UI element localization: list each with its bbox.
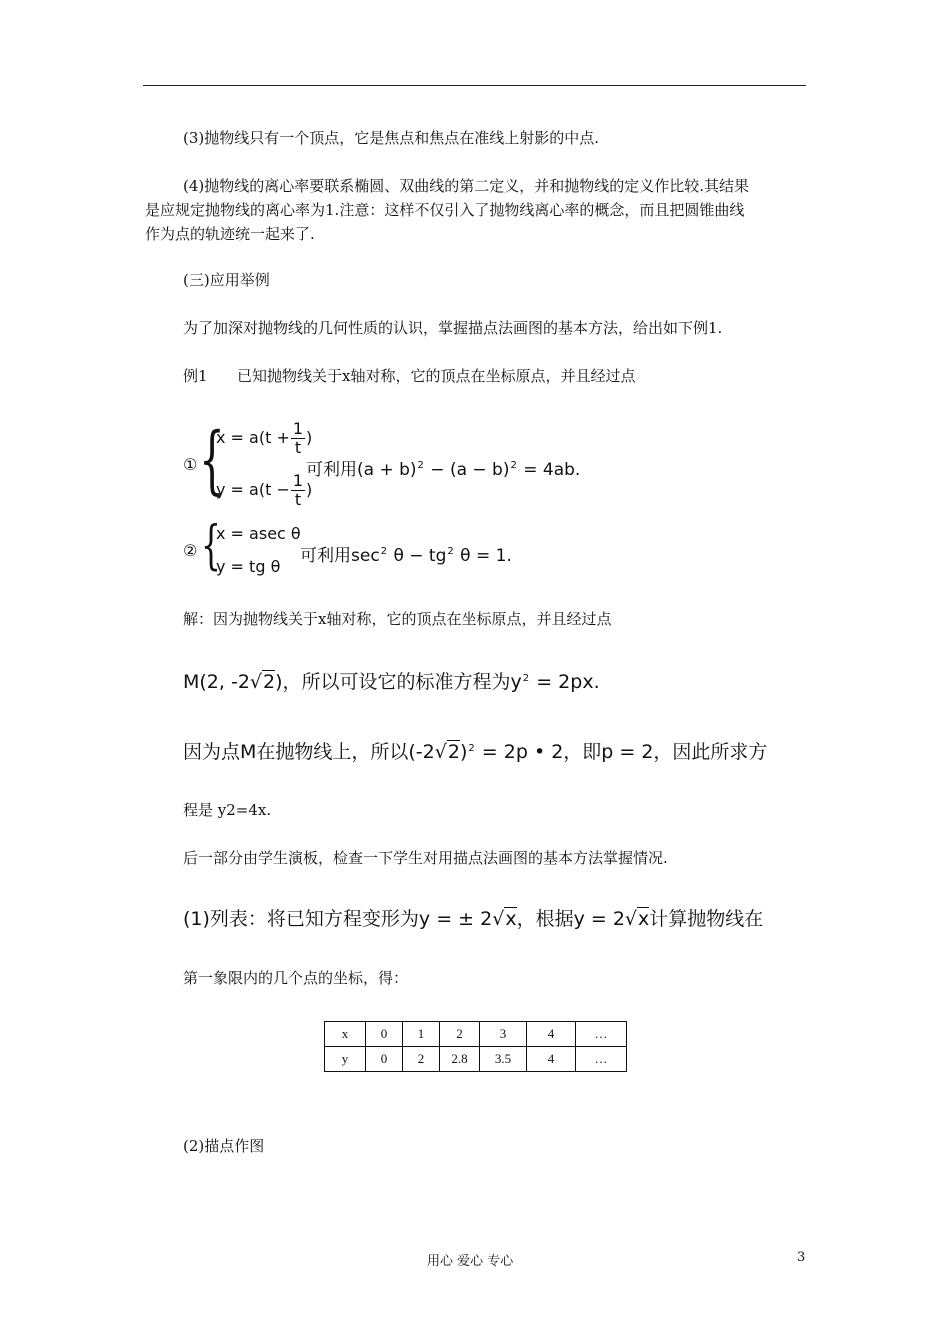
table-cell: x	[325, 1022, 366, 1047]
page-number: 3	[797, 1250, 806, 1265]
step-plot: (2)描点作图	[183, 1137, 265, 1155]
equation-list-line: (1)列表：将已知方程变形为y = ± 2√x，根据y = 2√x计算抛物线在	[183, 908, 764, 930]
formula1-hint: 可利用$(a + b)^2 - (a - b)^2 = 4ab$.	[306, 460, 581, 480]
sqrt-symbol: √	[624, 908, 638, 930]
equation-m-line: M(2, -2√2)，所以可设它的标准方程为$y^2 = 2px$.	[183, 671, 600, 693]
paragraph-intro: 为了加深对抛物线的几何性质的认识，掌握描点法画图的基本方法，给出如下例1.	[183, 319, 723, 337]
table-cell: 4	[527, 1022, 576, 1047]
table-cell: …	[576, 1022, 627, 1047]
table-row	[325, 1047, 627, 1072]
equation-p-line: 因为点M在抛物线上，所以$(-2√2)^2 = 2p$ • 2，即p = 2，因此所求方	[183, 741, 768, 763]
paragraph-eccentricity-1: (4)抛物线的离心率要联系椭圆、双曲线的第二定义，并和抛物线的定义作比较.其结果	[183, 177, 750, 195]
table-row	[325, 1022, 627, 1047]
formula2-brace: {	[201, 516, 221, 576]
coordinate-table	[324, 1021, 627, 1072]
table-cell: …	[576, 1047, 627, 1072]
table-cell: 2	[403, 1047, 440, 1072]
paragraph-eccentricity-3: 作为点的轨迹统一起来了.	[145, 225, 315, 243]
fraction: $\frac{1}{t}$	[292, 471, 304, 509]
formula1-brace: {	[199, 417, 225, 503]
table-cell: 3.5	[480, 1047, 527, 1072]
formula2-y: y = tg θ	[216, 557, 281, 576]
formula2-hint: 可利用$\sec^2 \theta - tg^2$ θ = 1.	[300, 546, 512, 566]
table-cell: 0	[366, 1022, 403, 1047]
table-cell: 2.8	[440, 1047, 480, 1072]
header-rule	[143, 85, 806, 86]
table-cell: 4	[527, 1047, 576, 1072]
formula1-marker: ①	[183, 455, 198, 474]
table-cell: y	[325, 1047, 366, 1072]
formula2-marker: ②	[183, 541, 198, 560]
table-cell: 3	[480, 1022, 527, 1047]
paragraph-student-board: 后一部分由学生演板，检查一下学生对用描点法画图的基本方法掌握情况.	[183, 849, 668, 867]
table-cell: 1	[403, 1022, 440, 1047]
example-text: 已知抛物线关于x轴对称，它的顶点在坐标原点，并且经过点	[237, 367, 636, 385]
table-cell: 2	[440, 1022, 480, 1047]
fraction: $\frac{1}{t}$	[292, 419, 304, 457]
formula2-x: x = asec θ	[216, 524, 301, 543]
sqrt-symbol: √	[492, 908, 505, 930]
table-cell: 0	[366, 1047, 403, 1072]
equation-result: 程是 y2=4x.	[183, 801, 272, 819]
formula1-y: y = a(t − $\frac{1}{t}$ )	[216, 471, 313, 509]
example-label: 例1	[183, 367, 208, 385]
section-heading: (三)应用举例	[183, 271, 270, 289]
paragraph-vertex: (3)抛物线只有一个顶点，它是焦点和焦点在准线上射影的中点.	[183, 129, 600, 147]
paragraph-eccentricity-2: 是应规定抛物线的离心率为1.注意：这样不仅引入了抛物线离心率的概念，而且把圆锥曲线	[145, 201, 745, 219]
footer-slogan: 用心 爱心 专心	[427, 1254, 514, 1269]
solution-text: 解：因为抛物线关于x轴对称，它的顶点在坐标原点，并且经过点	[183, 610, 612, 628]
paragraph-quadrant: 第一象限内的几个点的坐标，得：	[183, 969, 409, 987]
sqrt-symbol: √	[434, 741, 447, 763]
formula1-x: x = a(t + $\frac{1}{t}$ )	[216, 419, 313, 457]
sqrt-symbol: √	[249, 671, 263, 693]
